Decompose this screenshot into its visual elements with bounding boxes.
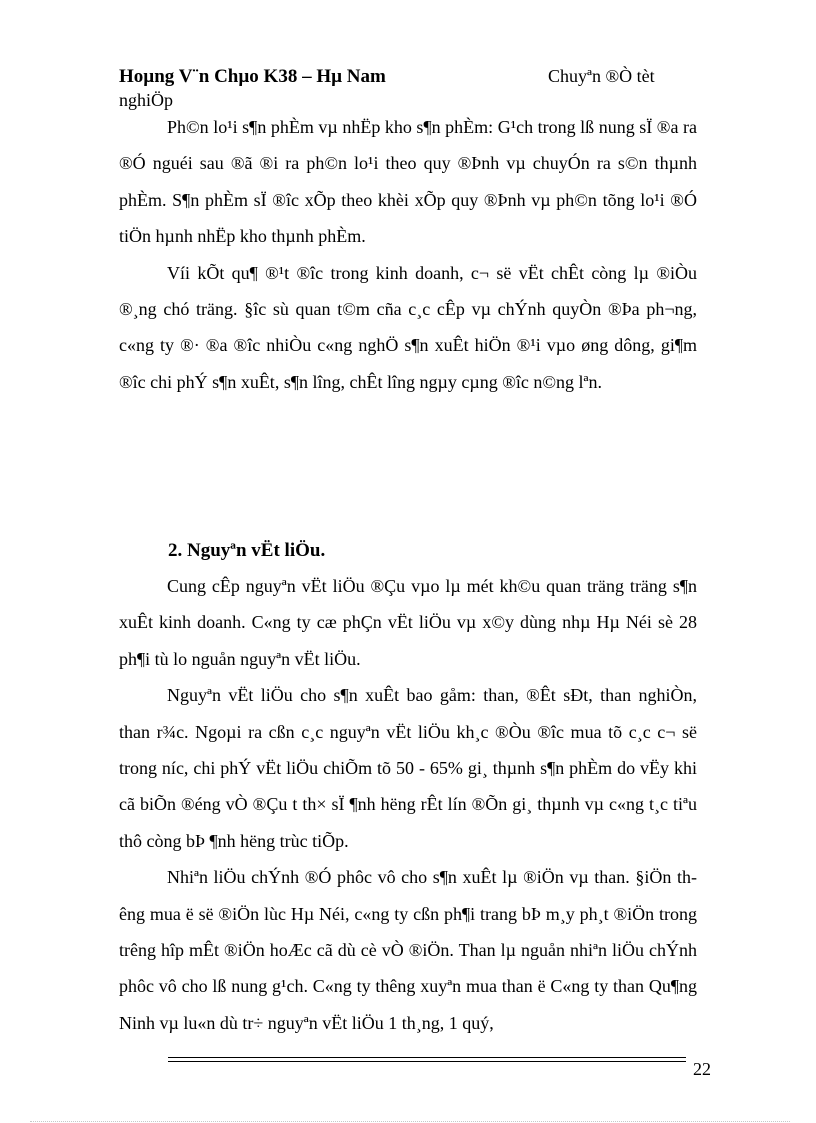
header-author: Hoµng V¨n Chµo K38 – Hµ Nam xyxy=(119,66,386,87)
paragraph: Víi kÕt qu¶ ®¹t ®îc trong kinh doanh, c¬ së vËt chÊt còng lµ ®iÒu ®¸ng chó träng. §îc sù quan t©m cña c¸c cÊp vµ chÝnh quyÒn ®Þa ph¬ng, c«ng ty ®· ®a ®îc nhiÒu c«ng nghÖ s¶n xuÊt hiÖn ®¹i vµo øng dông, gi¶m ®îc chi phÝ s¶n xuÊt, s¶n lîng, chÊt lîng ngµy cµng ®îc n©ng lªn. xyxy=(119,262,697,392)
body-text-top xyxy=(119,109,697,400)
page-edge-divider xyxy=(30,1121,790,1122)
header-title-continuation: nghiÖp xyxy=(119,90,173,110)
body-text-bottom xyxy=(119,568,697,1041)
footer-rule xyxy=(168,1061,686,1062)
header-title: Chuyªn ®Ò tèt xyxy=(548,66,655,86)
footer-rule xyxy=(168,1057,686,1058)
paragraph: Nguyªn vËt liÖu cho s¶n xuÊt bao gåm: than, ®Êt sÐt, than nghiÒn, than r¾c. Ngoµi ra cßn c¸c nguyªn vËt liÖu kh¸c ®Òu ®îc mua tõ c¸c c¬ së trong níc, chi phÝ vËt liÖu chiÕm tõ 50 - 65% gi¸ thµnh s¶n phÈm do vËy khi cã biÕn ®éng vÒ ®Çu t th× sÏ ¶nh hëng rÊt lín ®Õn gi¸ thµnh vµ c«ng t¸c tiªu thô còng bÞ ¶nh hëng trùc tiÕp. xyxy=(119,685,697,851)
page-number: 22 xyxy=(693,1059,711,1079)
paragraph: Ph©n lo¹i s¶n phÈm vµ nhËp kho s¶n phÈm: G¹ch trong lß nung sÏ ®a ra ®Ó nguéi sau ®ã ®i ra ph©n lo¹i theo quy ®Þnh vµ chuyÓn ra s©n thµnh phÈm. S¶n phÈm sÏ ®îc xÕp theo khèi xÕp quy ®Þnh vµ ph©n tõng lo¹i ®Ó tiÖn hµnh nhËp kho thµnh phÈm. xyxy=(119,117,697,247)
paragraph: Cung cÊp nguyªn vËt liÖu ®Çu vµo lµ mét kh©u quan träng träng s¶n xuÊt kinh doanh. C«ng ty cæ phÇn vËt liÖu vµ x©y dùng nhµ Hµ Néi sè 28 ph¶i tù lo nguån nguyªn vËt liÖu. xyxy=(119,576,697,669)
section-heading: 2. Nguyªn vËt liÖu. xyxy=(168,540,326,561)
paragraph: Nhiªn liÖu chÝnh ®Ó phôc vô cho s¶n xuÊt lµ ®iÖn vµ than. §iÖn thêng mua ë së ®iÖn lùc Hµ Néi, c«ng ty cßn ph¶i trang bÞ m¸y ph¸t ®iÖn trong trêng hîp mÊt ®iÖn hoÆc cã dù cè vÒ ®iÖn. Than lµ nguån nhiªn liÖu chÝnh phôc vô cho lß nung g¹ch. C«ng ty thêng xuyªn mua than ë C«ng ty than Qu¶ng Ninh vµ lu«n dù tr÷ nguyªn vËt liÖu 1 th¸ng, 1 quý, xyxy=(119,867,697,1033)
